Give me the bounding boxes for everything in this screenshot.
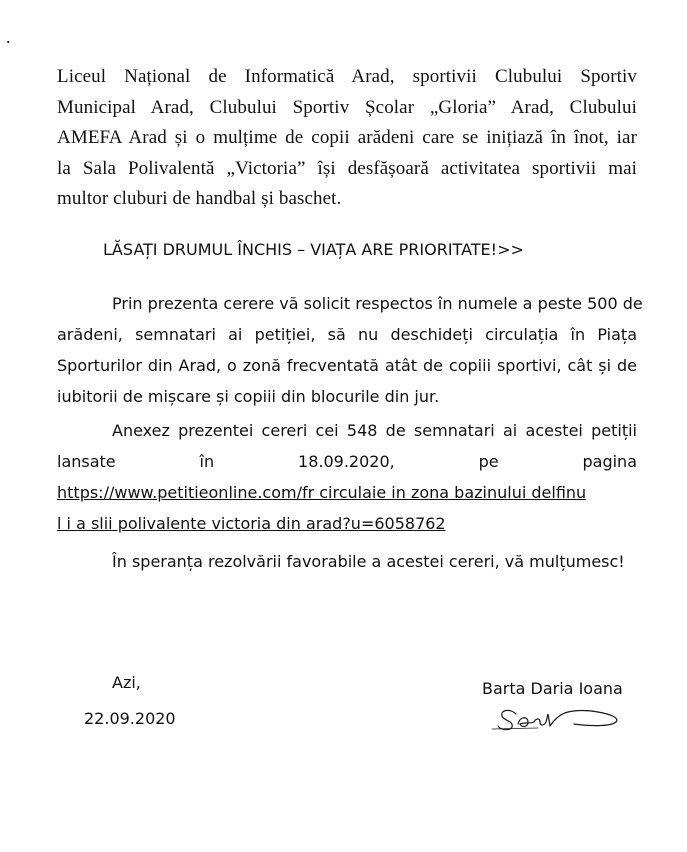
annex-line: lansate în 18.09.2020, pe pagina [57, 452, 637, 471]
request-line: arădeni, semnatari ai petiției, să nu deschideți circulația în Piața [57, 325, 637, 344]
intro-line: Liceul Național de Informatică Arad, sportivii Clubului Sportiv [57, 66, 637, 87]
annex-line: Anexez prezentei cereri cei 548 de semnatari ai acestei petiții [112, 421, 637, 440]
request-line: Prin prezenta cerere vă solicit respectos în numele a peste 500 de [112, 294, 643, 313]
petition-link-line[interactable] [57, 508, 637, 539]
document-date: 22.09.2020 [84, 709, 176, 728]
petition-link[interactable]: https://www.petitieonline.com/fr circulaie in zona bazinului delfinu [57, 483, 587, 502]
corner-dot: . [6, 27, 11, 47]
intro-line: la Sala Polivalentă „Victoria” își desfășoară activitatea sportivii mai [57, 157, 637, 179]
request-line: Sporturilor din Arad, o zonă frecventată atât de copiii sportivi, cât și de [57, 356, 637, 375]
petition-link-line[interactable] [57, 477, 637, 508]
intro-line: multor cluburi de handbal și baschet. [57, 188, 342, 210]
petition-link-continued[interactable]: l i a slii polivalente victoria din arad?u=6058762 [57, 514, 446, 533]
place-label: Azi, [112, 673, 141, 692]
signatory-name: Barta Daria Ioana [482, 679, 623, 698]
handwritten-signature [488, 702, 628, 732]
intro-paragraph [57, 62, 637, 215]
motto-heading: LĂSAȚI DRUMUL ÎNCHIS – VIAȚA ARE PRIORITATE!>> [103, 240, 524, 259]
request-paragraph [57, 288, 643, 412]
annex-paragraph [57, 415, 637, 539]
request-line: iubitorii de mișcare și copiii din blocurile din jur. [57, 387, 440, 406]
intro-line: Municipal Arad, Clubului Sportiv Școlar „Gloria” Arad, Clubului [57, 96, 637, 118]
intro-line: AMEFA Arad și o mulțime de copii arădeni care se inițiază în înot, iar [57, 127, 637, 149]
closing-line: În speranța rezolvării favorabile a acestei cereri, vă mulțumesc! [112, 552, 625, 571]
